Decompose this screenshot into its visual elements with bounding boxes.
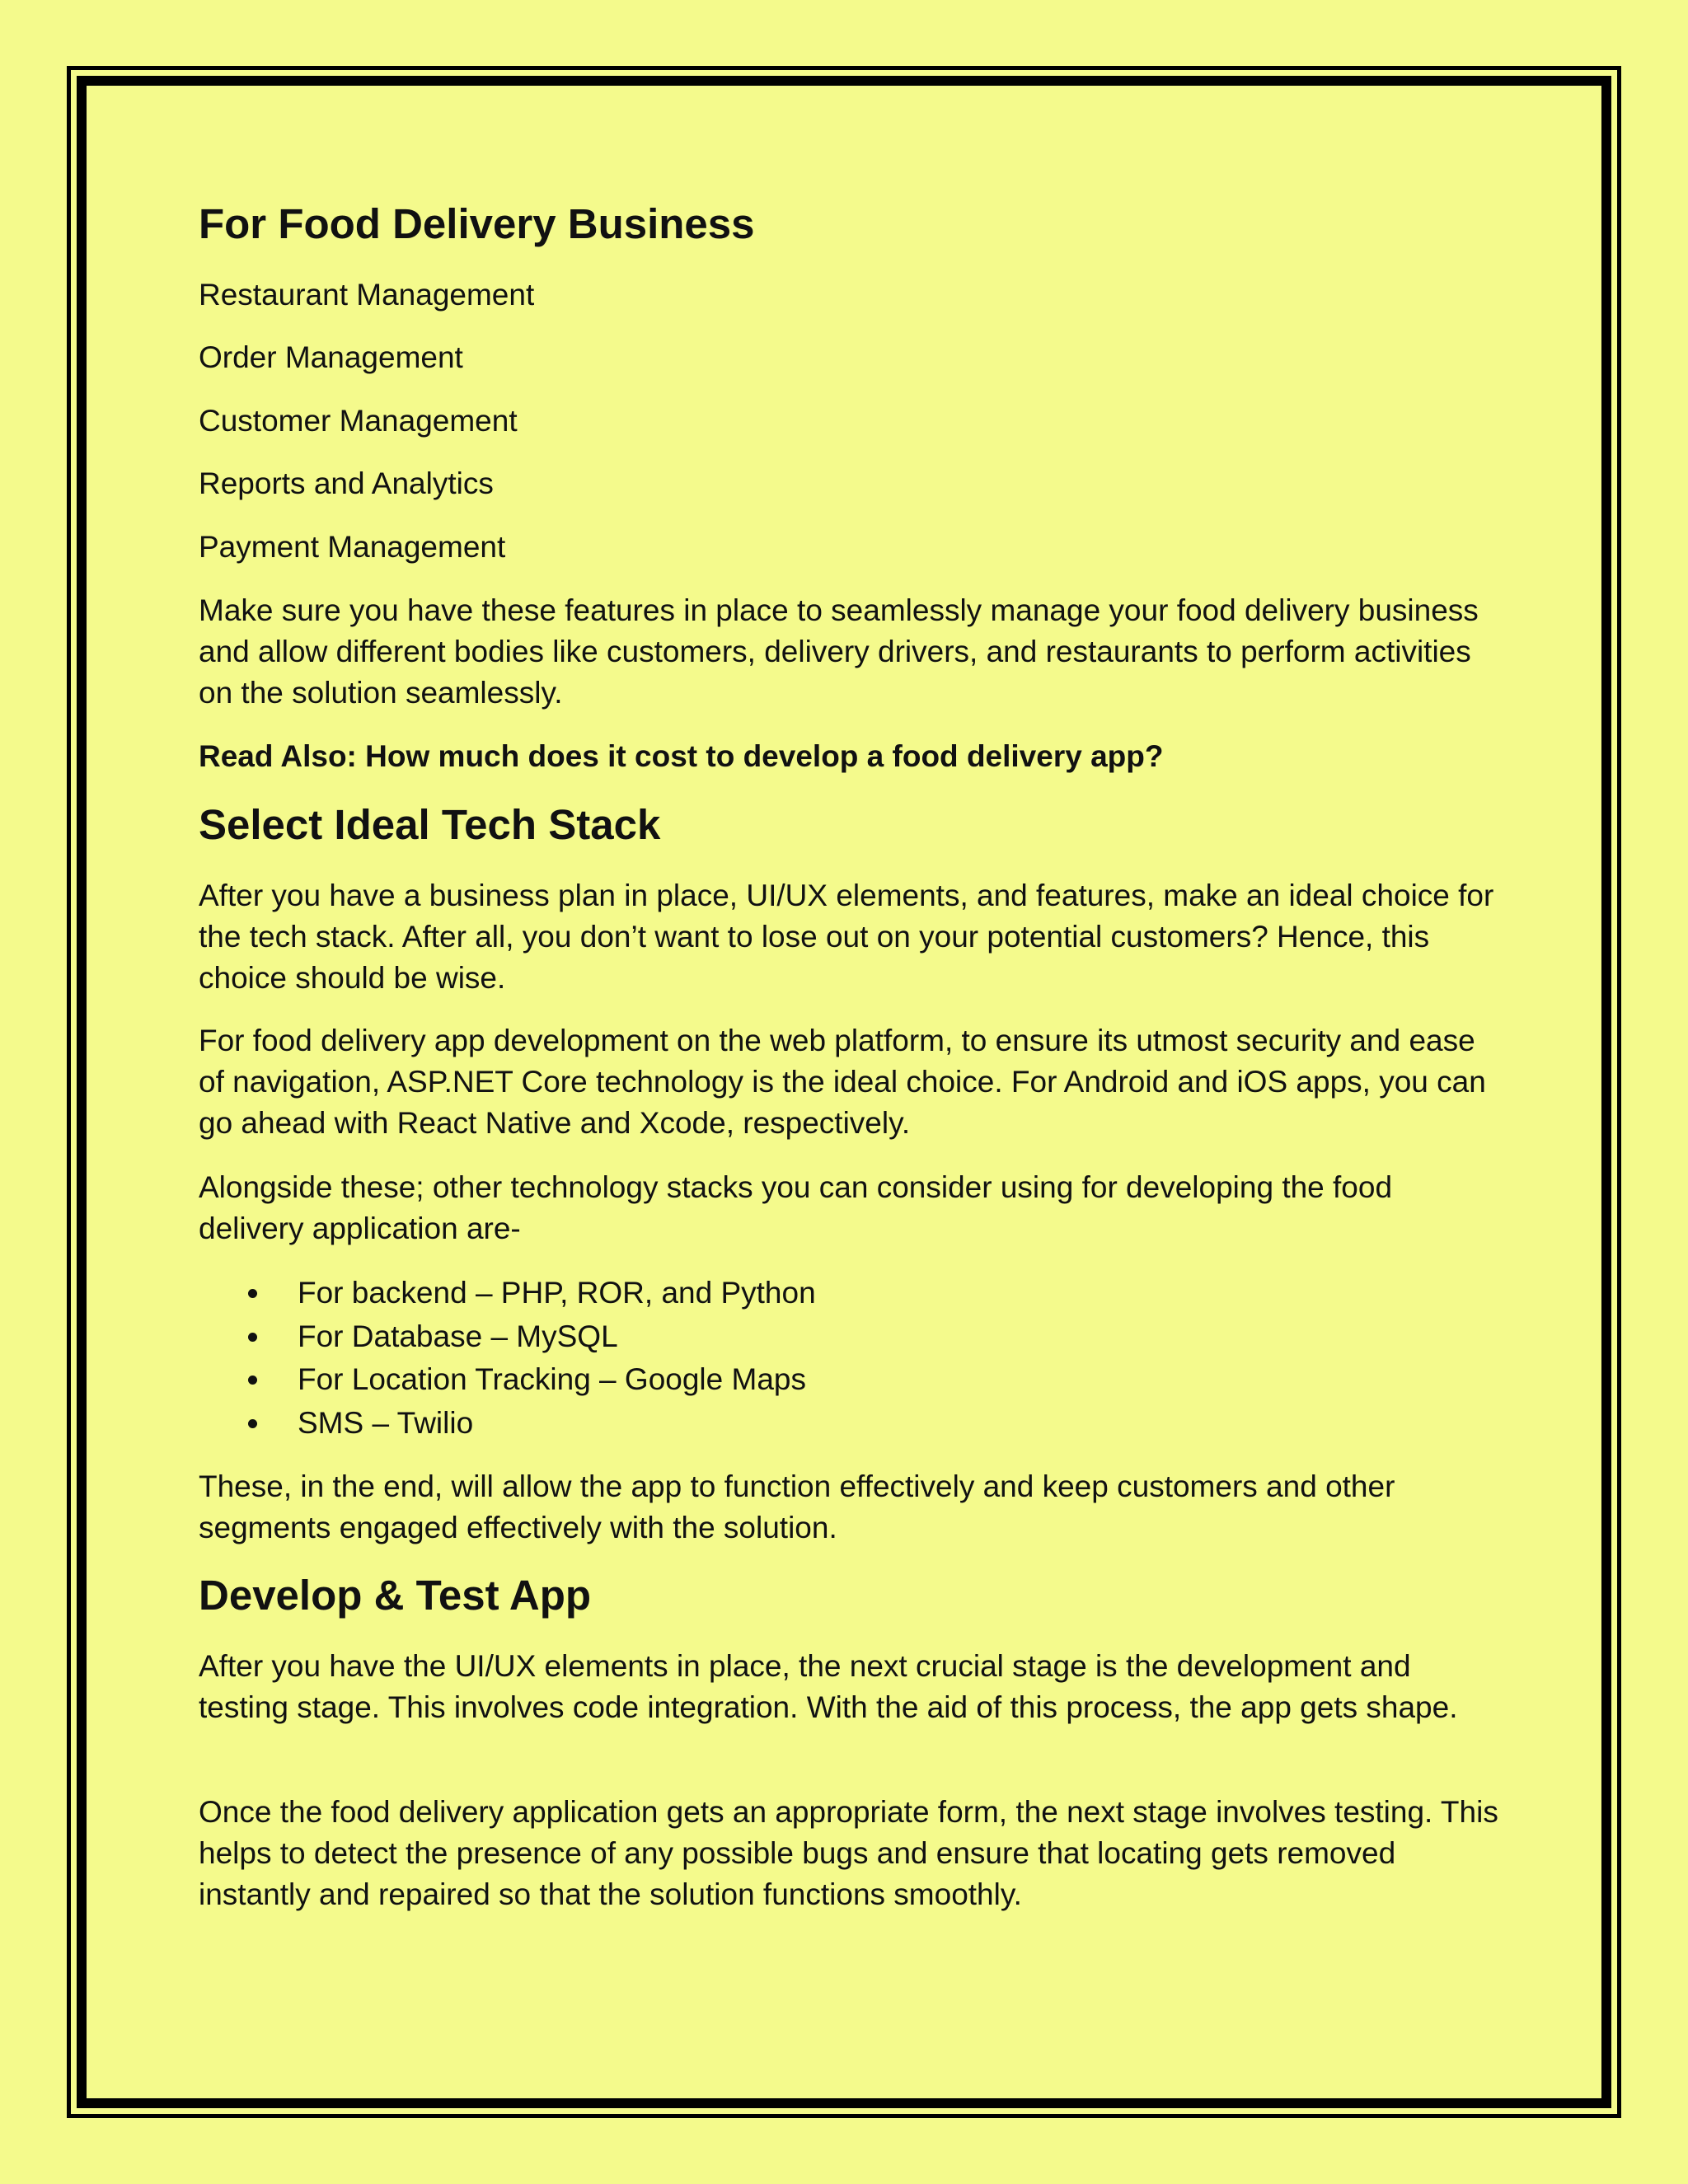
tech-stack-paragraph-3: Alongside these; other technology stacks you can consider using for developing the food delivery application are- (199, 1170, 1393, 1245)
develop-test-paragraph-1: After you have the UI/UX elements in place, the next crucial stage is the development and testing stage. This involves code integration. With the aid of this process, the app gets shape. (199, 1649, 1458, 1724)
list-item-text: For Database – MySQL (298, 1319, 618, 1353)
tech-stack-paragraph-2: For food delivery app development on the web platform, to ensure its utmost security and ease of navigation, ASP.NET Core technology is the ideal choice. For Android and iOS apps, you can go ahead with React Native and Xcode, respectively. (199, 1024, 1486, 1140)
list-item-text: For backend – PHP, ROR, and Python (298, 1276, 816, 1310)
bullet-icon (248, 1333, 257, 1342)
tech-stack-paragraph-1: After you have a business plan in place, UI/UX elements, and features, make an ideal choice for the tech stack. After all, you don’t want to lose out on your potential customers? Hence, this choice should be wise. (199, 879, 1494, 995)
list-item-text: For Location Tracking – Google Maps (298, 1362, 806, 1396)
bullet-icon (248, 1419, 257, 1428)
develop-test-paragraph-2: Once the food delivery application gets an appropriate form, the next stage involves testing. This helps to detect the presence of any possible bugs and ensure that locating gets removed instantly and repaired so that the solution functions smoothly. (199, 1795, 1498, 1911)
feature-item: Order Management (199, 340, 463, 374)
bullet-icon (248, 1376, 257, 1385)
heading-select-tech-stack: Select Ideal Tech Stack (199, 801, 661, 848)
heading-develop-test-app: Develop & Test App (199, 1572, 592, 1619)
list-item-text: SMS – Twilio (298, 1405, 474, 1440)
feature-item: Restaurant Management (199, 278, 535, 312)
features-paragraph: Make sure you have these features in place to seamlessly manage your food delivery business and allow different bodies like customers, delivery drivers, and restaurants to perform activities on the solution seamlessly. (199, 593, 1479, 710)
read-also-link[interactable]: Read Also: How much does it cost to develop a food delivery app? (199, 739, 1164, 773)
bullet-icon (248, 1289, 257, 1298)
feature-item: Payment Management (199, 530, 506, 564)
feature-item: Customer Management (199, 404, 518, 438)
heading-food-delivery-business: For Food Delivery Business (199, 200, 755, 247)
feature-item: Reports and Analytics (199, 466, 494, 500)
tech-stack-paragraph-4: These, in the end, will allow the app to function effectively and keep customers and other segments engaged effectively with the solution. (199, 1469, 1395, 1544)
